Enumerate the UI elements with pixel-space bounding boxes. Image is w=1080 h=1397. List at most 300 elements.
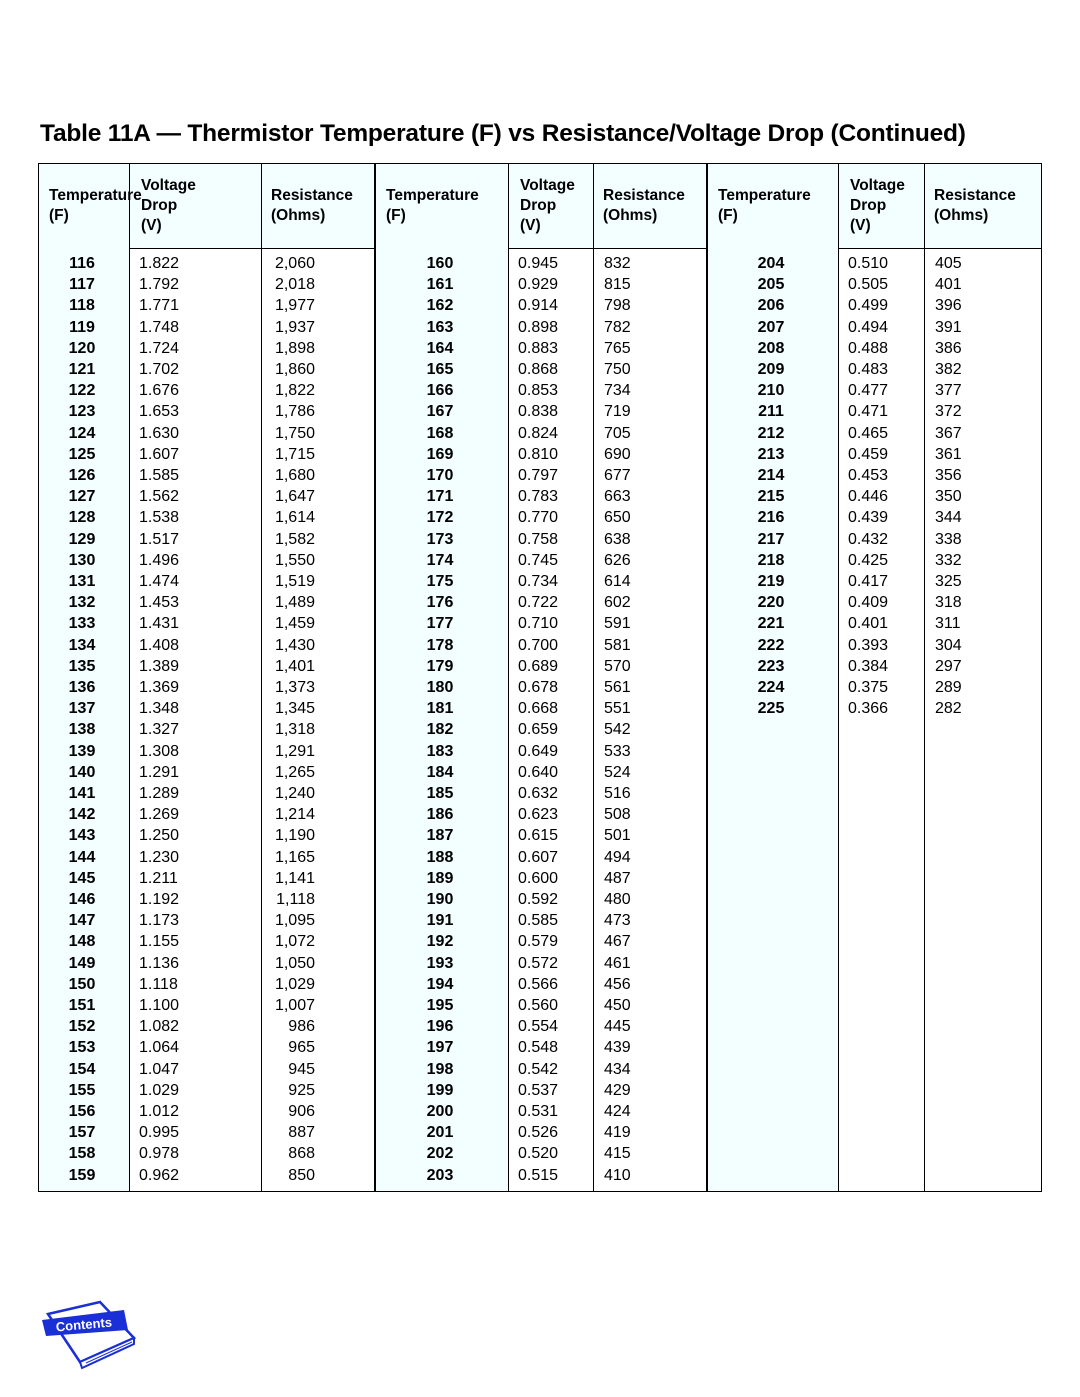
table-row [39,719,376,740]
table-row [39,762,376,783]
voltage-cell: 0.810 [518,445,559,463]
voltage-cell: 0.914 [518,297,559,315]
header-line: Voltage [520,177,575,194]
table-row [376,931,708,952]
voltage-cell: 1.082 [139,1018,180,1036]
table-row [708,423,1043,444]
resistance-cell: 1,582 [274,530,315,548]
temperature-cell: 189 [426,869,454,887]
temperature-cell: 127 [68,488,96,506]
temperature-cell: 168 [426,424,454,442]
resistance-cell: 2,018 [274,276,315,294]
table-row [376,741,708,762]
table-row [376,592,708,613]
table-row [708,317,1043,338]
voltage-cell: 0.531 [518,1103,559,1120]
voltage-cell: 1.192 [139,891,180,908]
table-row [39,974,376,995]
resistance-cell: 1,214 [274,806,315,824]
resistance-cell: 1,822 [274,382,315,400]
temperature-cell: 126 [68,467,96,484]
header-line: (V) [141,217,162,234]
temperature-cell: 119 [69,318,95,336]
temperature-cell: 133 [68,615,96,633]
temperature-cell: 207 [757,318,785,336]
table-row [39,910,376,931]
resistance-cell: 1,937 [274,318,315,336]
resistance-cell: 1,291 [274,742,315,760]
header-temperature [376,164,508,248]
resistance-cell: 332 [935,551,962,569]
temperature-cell: 221 [757,615,785,633]
temperature-cell: 162 [426,297,454,315]
resistance-cell: 887 [288,1124,315,1142]
resistance-cell: 719 [604,403,631,421]
temperature-cell: 188 [426,848,454,866]
temperature-cell: 224 [757,679,785,696]
resistance-cell: 297 [935,657,962,675]
header-resistance [593,164,708,248]
temperature-cell: 135 [68,657,96,675]
temperature-cell: 182 [426,721,454,739]
table-row [708,465,1043,486]
temperature-cell: 174 [426,551,454,569]
voltage-cell: 1.676 [139,382,180,400]
header-line: Temperature [386,187,479,204]
temperature-cell: 122 [68,382,96,400]
table-row [708,656,1043,677]
table-row [708,613,1043,634]
voltage-cell: 0.700 [518,636,559,654]
resistance-cell: 304 [935,636,962,654]
voltage-cell: 0.783 [518,488,559,506]
resistance-cell: 410 [604,1166,631,1184]
resistance-cell: 750 [604,361,631,378]
table-row [376,677,708,698]
header-line: (Ohms) [934,207,989,224]
resistance-cell: 1,750 [274,424,315,442]
table-row [708,529,1043,550]
voltage-cell: 0.471 [848,403,889,421]
temperature-cell: 205 [757,276,785,294]
voltage-cell: 0.494 [848,318,889,336]
resistance-cell: 1,265 [274,763,315,781]
voltage-cell: 0.542 [518,1060,559,1078]
voltage-cell: 1.173 [139,912,180,930]
voltage-cell: 1.064 [139,1039,180,1057]
voltage-cell: 0.585 [518,912,559,930]
temperature-cell: 202 [426,1145,454,1163]
resistance-cell: 663 [604,488,631,506]
temperature-cell: 179 [426,657,454,675]
resistance-cell: 382 [935,361,962,378]
table-row [376,698,708,719]
table-row [39,995,376,1016]
table-row [376,1122,708,1143]
header-line: Drop [850,197,887,214]
table-row [376,889,708,910]
temperature-cell: 142 [68,806,96,824]
voltage-cell: 0.515 [518,1166,559,1184]
voltage-cell: 1.792 [139,276,180,294]
table-row [376,274,708,295]
resistance-cell: 1,165 [274,848,315,866]
voltage-cell: 0.520 [518,1145,559,1163]
resistance-cell: 434 [604,1060,631,1078]
temperature-cell: 198 [426,1060,454,1078]
header-line: Drop [520,197,557,214]
contents-button[interactable] [40,1300,140,1370]
voltage-cell: 1.822 [139,255,180,272]
resistance-cell: 1,614 [274,509,315,527]
resistance-cell: 1,550 [274,551,315,569]
resistance-cell: 1,647 [274,488,315,506]
resistance-cell: 1,118 [276,891,315,908]
temperature-cell: 120 [68,339,96,357]
contents-book-icon [40,1300,140,1370]
table-row [39,677,376,698]
resistance-cell: 419 [604,1124,631,1142]
temperature-cell: 130 [68,551,96,569]
resistance-cell: 325 [935,573,962,590]
voltage-cell: 1.474 [139,573,180,590]
resistance-cell: 311 [935,615,961,633]
temperature-cell: 159 [68,1166,96,1184]
table-row [376,1165,708,1186]
temperature-cell: 136 [68,679,96,696]
voltage-cell: 0.510 [848,255,889,272]
temperature-cell: 152 [68,1018,96,1036]
voltage-cell: 0.453 [848,467,889,484]
voltage-cell: 0.401 [848,615,889,633]
table-row [376,868,708,889]
resistance-cell: 925 [288,1081,315,1099]
thermistor-table-2 [375,163,707,1192]
resistance-cell: 602 [604,594,631,612]
resistance-cell: 1,977 [274,297,315,315]
table-row [39,274,376,295]
resistance-cell: 1,430 [274,636,315,654]
table-row [708,338,1043,359]
temperature-cell: 140 [68,763,96,781]
table-row [39,868,376,889]
temperature-cell: 128 [68,509,96,527]
table-row [376,910,708,931]
resistance-cell: 626 [604,551,631,569]
voltage-cell: 1.327 [139,721,180,739]
resistance-cell: 386 [935,339,962,357]
header-line: (F) [386,207,406,224]
resistance-cell: 524 [604,763,631,781]
voltage-cell: 0.734 [518,573,559,590]
temperature-cell: 144 [68,848,96,866]
voltage-cell: 1.230 [139,848,180,866]
temperature-cell: 169 [426,445,454,463]
voltage-cell: 1.724 [139,339,180,357]
voltage-cell: 0.446 [848,488,889,506]
resistance-cell: 690 [604,445,631,463]
table-row [708,507,1043,528]
temperature-cell: 192 [426,933,454,951]
resistance-cell: 533 [604,742,631,760]
resistance-cell: 456 [604,975,631,993]
table-row [39,953,376,974]
temperature-cell: 214 [757,467,785,484]
table-row [708,274,1043,295]
resistance-cell: 439 [604,1039,631,1057]
voltage-cell: 0.607 [518,848,559,866]
table-row [708,592,1043,613]
temperature-cell: 208 [757,339,785,357]
table-row [708,635,1043,656]
temperature-cell: 131 [68,573,96,590]
table-row [376,571,708,592]
resistance-cell: 356 [935,467,962,484]
voltage-cell: 1.047 [139,1060,180,1078]
table-row [376,974,708,995]
table-row [39,783,376,804]
table-row [376,486,708,507]
resistance-cell: 1,029 [274,975,315,993]
contents-label: Contents [55,1314,113,1335]
resistance-cell: 487 [604,869,631,887]
table-row [376,423,708,444]
voltage-cell: 1.702 [139,361,180,378]
voltage-cell: 0.978 [139,1145,180,1163]
temperature-cell: 118 [69,297,95,315]
voltage-cell: 0.797 [518,467,559,484]
voltage-cell: 0.770 [518,509,559,527]
table-row [376,401,708,422]
table-row [708,359,1043,380]
voltage-cell: 0.824 [518,424,559,442]
table-row [39,465,376,486]
voltage-cell: 1.653 [139,403,180,421]
resistance-cell: 542 [604,721,631,739]
resistance-cell: 445 [604,1018,631,1036]
resistance-cell: 1,345 [274,700,315,718]
resistance-cell: 1,715 [274,445,315,463]
temperature-cell: 209 [757,361,785,378]
voltage-cell: 0.384 [848,657,889,675]
resistance-cell: 473 [604,912,631,930]
temperature-cell: 125 [68,445,96,463]
resistance-cell: 429 [604,1081,631,1099]
resistance-cell: 450 [604,997,631,1014]
voltage-cell: 1.100 [139,997,180,1014]
temperature-cell: 148 [68,933,96,951]
table-row [376,762,708,783]
table-row [376,656,708,677]
temperature-cell: 185 [426,785,454,802]
header-line: Voltage [141,177,196,194]
resistance-cell: 1,190 [274,827,315,845]
header-line: Temperature [718,187,811,204]
voltage-cell: 0.649 [518,742,559,760]
table-row [39,423,376,444]
voltage-cell: 1.748 [139,318,180,336]
header-line: Resistance [271,187,353,204]
table-row [39,741,376,762]
voltage-cell: 0.668 [518,700,559,718]
resistance-cell: 367 [935,424,962,442]
temperature-cell: 191 [426,912,454,930]
voltage-cell: 1.538 [139,509,180,527]
resistance-cell: 868 [288,1145,315,1163]
temperature-cell: 141 [68,785,96,802]
table-row [708,253,1043,274]
temperature-cell: 154 [68,1060,96,1078]
temperature-cell: 123 [68,403,96,421]
temperature-cell: 187 [426,827,454,845]
resistance-cell: 705 [604,424,631,442]
voltage-cell: 0.640 [518,763,559,781]
voltage-cell: 1.453 [139,594,180,612]
voltage-cell: 0.623 [518,806,559,824]
voltage-cell: 0.592 [518,891,559,908]
voltage-cell: 1.585 [139,467,180,484]
table-row [376,804,708,825]
table-row [708,401,1043,422]
voltage-cell: 1.029 [139,1081,180,1099]
table-row [39,804,376,825]
resistance-cell: 1,095 [274,912,315,930]
table-row [39,253,376,274]
table-row [376,295,708,316]
header-resistance [261,164,376,248]
table-row [39,380,376,401]
temperature-cell: 212 [757,424,785,442]
table-row [376,1143,708,1164]
temperature-cell: 176 [426,594,454,612]
voltage-cell: 0.393 [848,636,889,654]
voltage-cell: 0.758 [518,530,559,548]
voltage-cell: 1.389 [139,657,180,675]
resistance-cell: 461 [604,954,631,972]
voltage-cell: 0.868 [518,361,559,378]
temperature-cell: 153 [68,1039,96,1057]
table-row [376,507,708,528]
table-row [39,1016,376,1037]
resistance-cell: 282 [935,700,962,718]
resistance-cell: 289 [935,679,962,696]
voltage-cell: 1.630 [139,424,180,442]
voltage-cell: 0.459 [848,445,889,463]
voltage-cell: 1.308 [139,742,180,760]
temperature-cell: 138 [68,721,96,739]
resistance-cell: 494 [604,848,631,866]
temperature-cell: 222 [757,636,785,654]
temperature-cell: 158 [68,1145,96,1163]
temperature-cell: 180 [426,679,454,696]
header-resistance [924,164,1043,248]
header-line: Resistance [603,187,685,204]
temperature-cell: 186 [426,806,454,824]
resistance-cell: 945 [288,1060,315,1078]
table-row [708,698,1043,719]
temperature-cell: 139 [68,742,96,760]
table-row [39,931,376,952]
resistance-cell: 350 [935,488,962,506]
resistance-cell: 480 [604,891,631,908]
voltage-cell: 0.572 [518,954,559,972]
table-row [376,1016,708,1037]
resistance-cell: 377 [935,382,962,400]
voltage-cell: 0.560 [518,997,559,1014]
voltage-cell: 0.499 [848,297,889,315]
voltage-cell: 1.771 [139,297,180,315]
temperature-cell: 175 [426,573,454,590]
resistance-cell: 677 [604,467,631,484]
resistance-cell: 906 [288,1103,315,1120]
header-line: Temperature [49,187,142,204]
resistance-cell: 561 [604,679,631,696]
voltage-cell: 1.118 [139,975,178,993]
temperature-cell: 199 [426,1081,454,1099]
resistance-cell: 798 [604,297,631,315]
voltage-cell: 0.425 [848,551,889,569]
table-row [39,656,376,677]
voltage-cell: 1.431 [139,615,180,633]
resistance-cell: 1,519 [274,573,315,590]
table-row [39,635,376,656]
table-row [708,444,1043,465]
temperature-cell: 211 [758,403,784,421]
voltage-cell: 0.505 [848,276,889,294]
resistance-cell: 850 [288,1166,315,1184]
resistance-cell: 391 [935,318,962,336]
resistance-cell: 361 [935,445,962,463]
resistance-cell: 1,373 [274,679,315,696]
table-row [376,317,708,338]
resistance-cell: 1,401 [274,657,315,675]
resistance-cell: 344 [935,509,962,527]
table-row [376,635,708,656]
table-row [39,1037,376,1058]
voltage-cell: 0.554 [518,1018,559,1036]
table-row [376,719,708,740]
table-row [39,613,376,634]
resistance-cell: 551 [604,700,631,718]
table-row [708,571,1043,592]
temperature-cell: 137 [68,700,96,718]
resistance-cell: 986 [288,1018,315,1036]
resistance-cell: 1,072 [274,933,315,951]
table-row [39,1080,376,1101]
voltage-cell: 0.615 [518,827,559,845]
resistance-cell: 965 [288,1039,315,1057]
voltage-cell: 0.962 [139,1166,180,1184]
temperature-cell: 124 [68,424,96,442]
temperature-cell: 183 [426,742,454,760]
resistance-cell: 318 [935,594,962,612]
header-temperature [708,164,838,248]
temperature-cell: 146 [68,891,96,908]
voltage-cell: 1.517 [139,530,180,548]
temperature-cell: 194 [426,975,454,993]
thermistor-table-1 [38,163,375,1192]
temperature-cell: 181 [426,700,454,718]
header-line: (V) [520,217,541,234]
temperature-cell: 165 [426,361,454,378]
table-row [376,465,708,486]
temperature-cell: 190 [426,891,454,908]
resistance-cell: 405 [935,255,962,272]
table-row [708,295,1043,316]
temperature-cell: 149 [68,954,96,972]
table-row [376,1059,708,1080]
temperature-cell: 116 [69,255,95,272]
